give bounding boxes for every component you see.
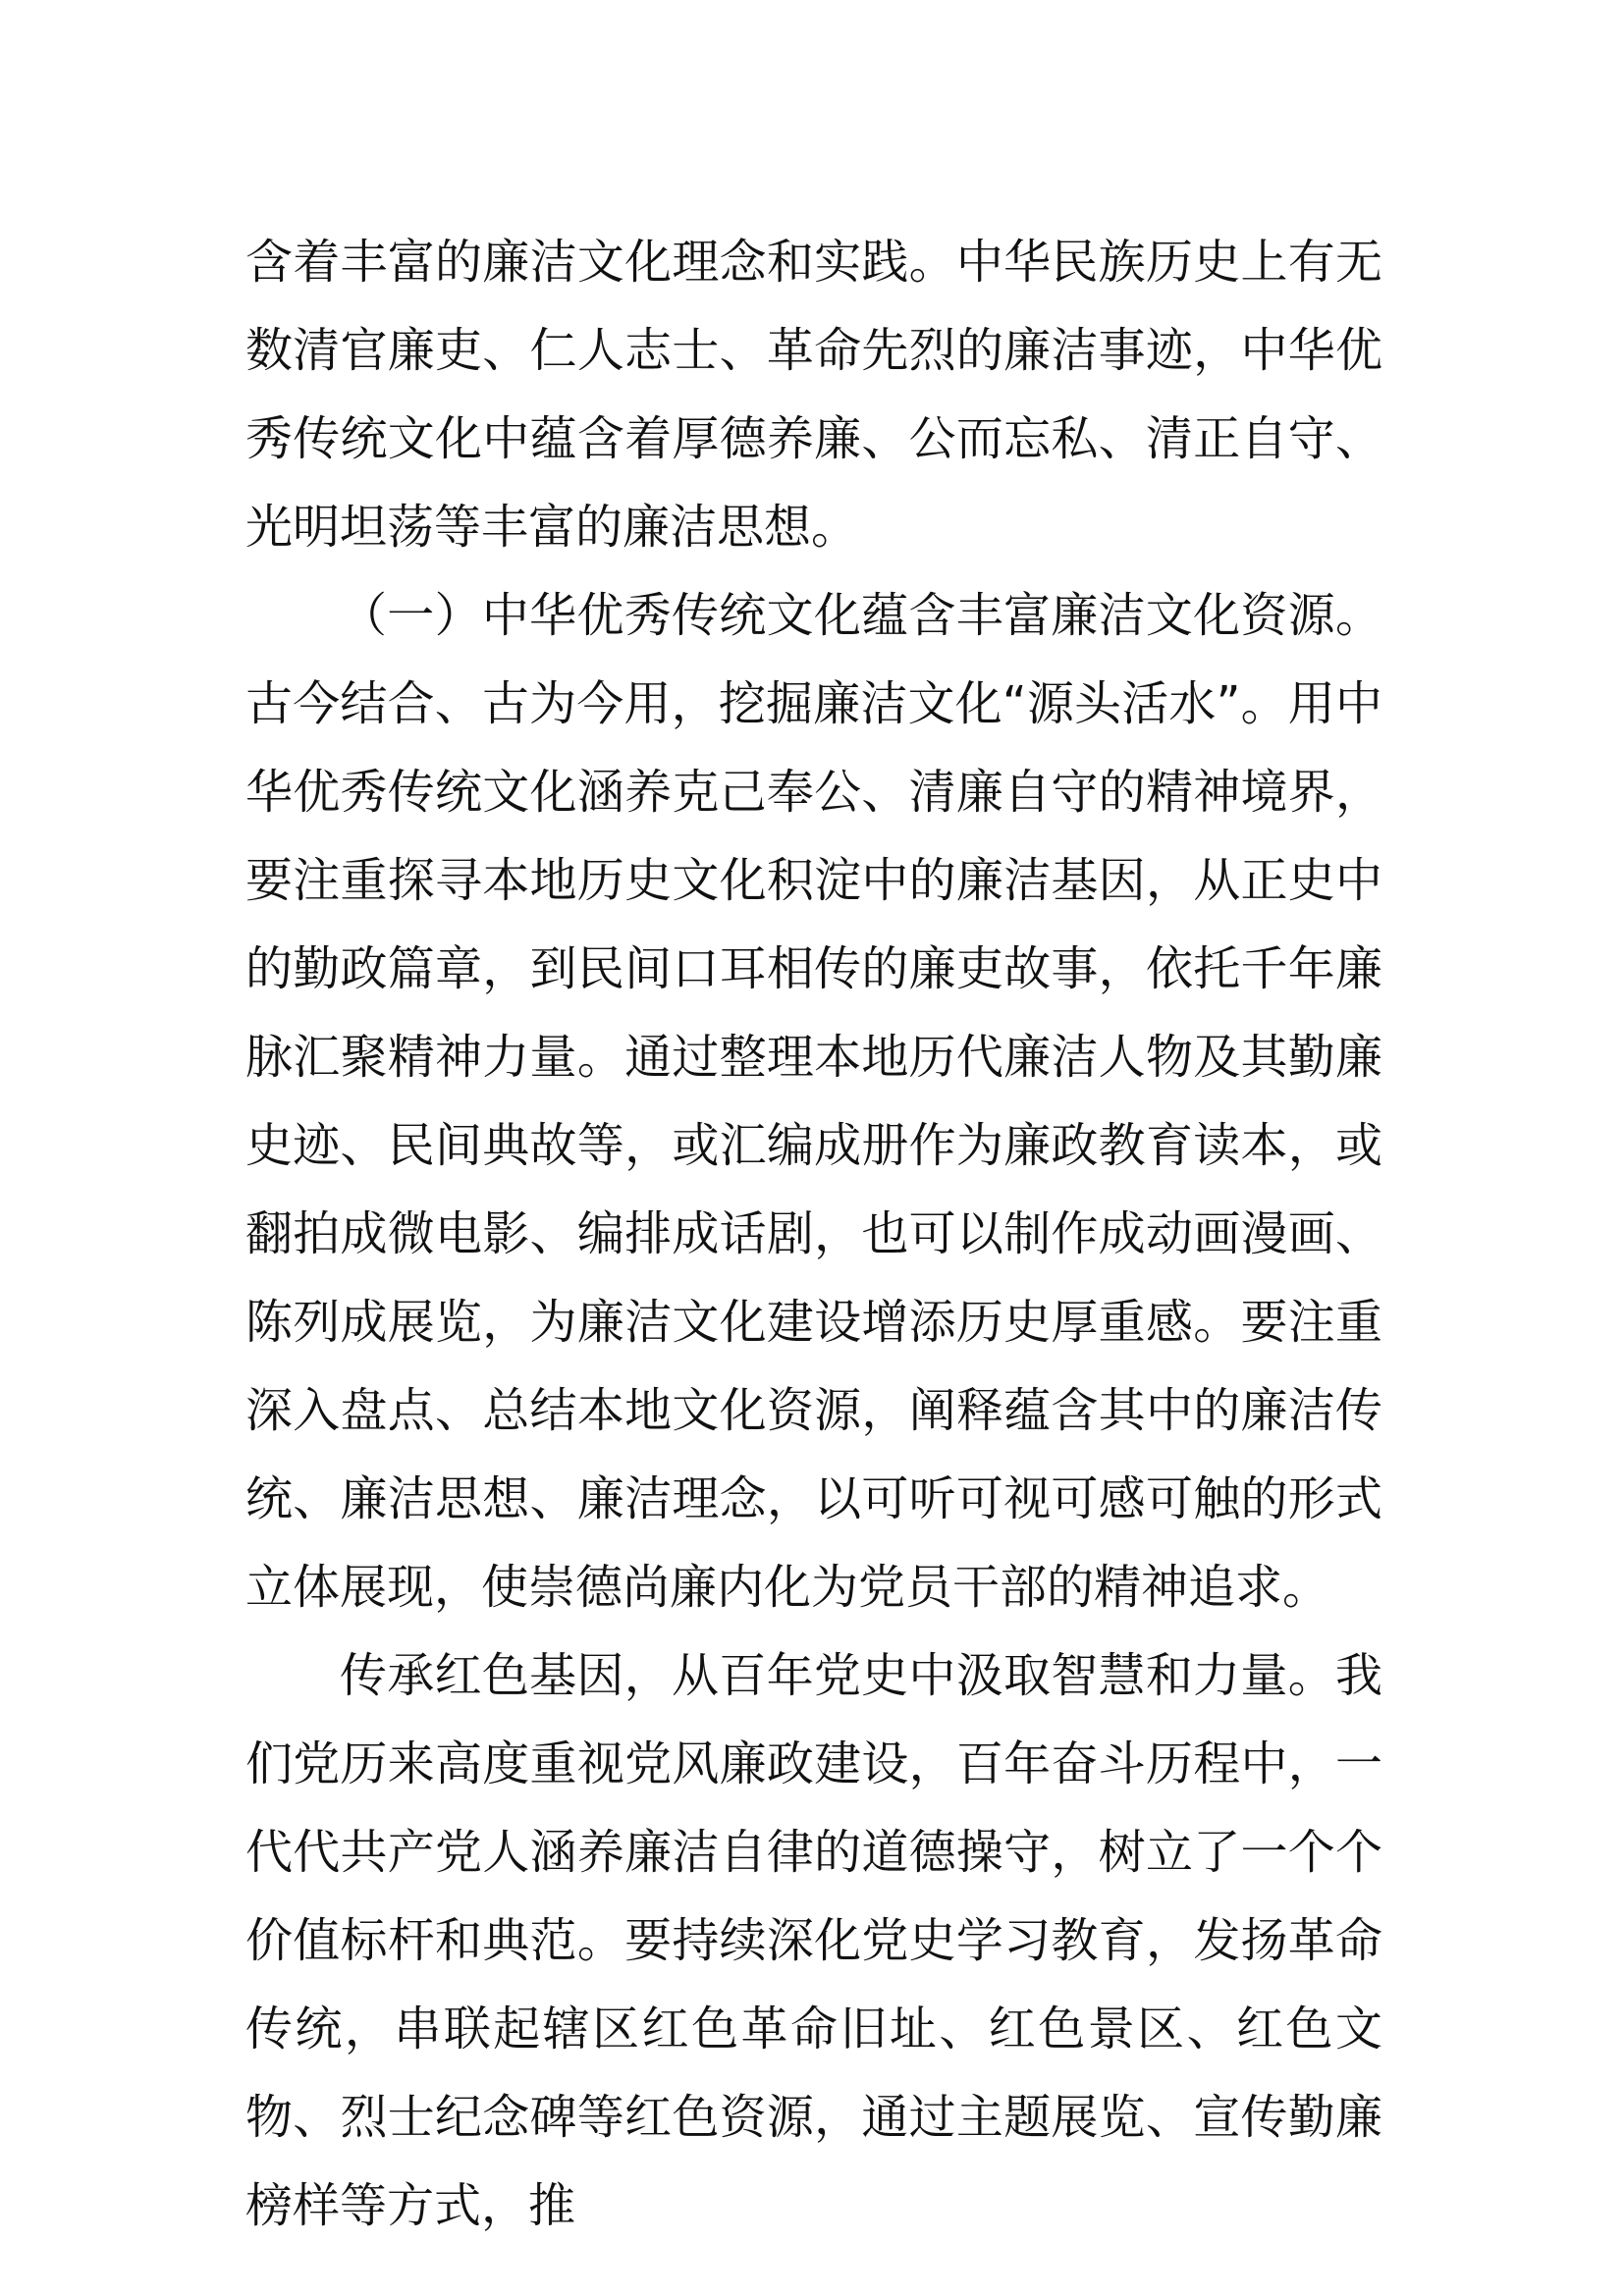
paragraph-continuation: 含着丰富的廉洁文化理念和实践。中华民族历史上有无数清官廉吏、仁人志士、革命先烈的廉洁事迹，中华优秀传统文化中蕴含着厚德养廉、公而忘私、清正自守、光明坦荡等丰富的廉洁思想。: [245, 235, 1382, 555]
paragraph-red-gene: 传承红色基因，从百年党史中汲取智慧和力量。我们党历来高度重视党风廉政建设，百年奋斗历程中，一代代共产党人涵养廉洁自律的道德操守，树立了一个个价值标杆和典范。要持续深化党史学习教育，发扬革命传统，串联起辖区红色革命旧址、红色景区、红色文物、烈士纪念碑等红色资源，通过主题展览、宣传勤廉榜样等方式，推: [245, 1648, 1382, 2233]
paragraph-section-one: （一）中华优秀传统文化蕴含丰富廉洁文化资源。古今结合、古为今用，挖掘廉洁文化“源头活水”。用中华优秀传统文化涵养克己奉公、清廉自守的精神境界，要注重探寻本地历史文化积淀中的廉洁基因，从正史中的勤政篇章，到民间口耳相传的廉吏故事，依托千年廉脉汇聚精神力量。通过整理本地历代廉洁人物及其勤廉史迹、民间典故等，或汇编成册作为廉政教育读本，或翻拍成微电影、编排成话剧，也可以制作成动画漫画、陈列成展览，为廉洁文化建设增添历史厚重感。要注重深入盘点、总结本地文化资源，阐释蕴含其中的廉洁传统、廉洁思想、廉洁理念，以可听可视可感可触的形式立体展现，使崇德尚廉内化为党员干部的精神追求。: [245, 588, 1382, 1615]
document-body: [245, 218, 1382, 2250]
